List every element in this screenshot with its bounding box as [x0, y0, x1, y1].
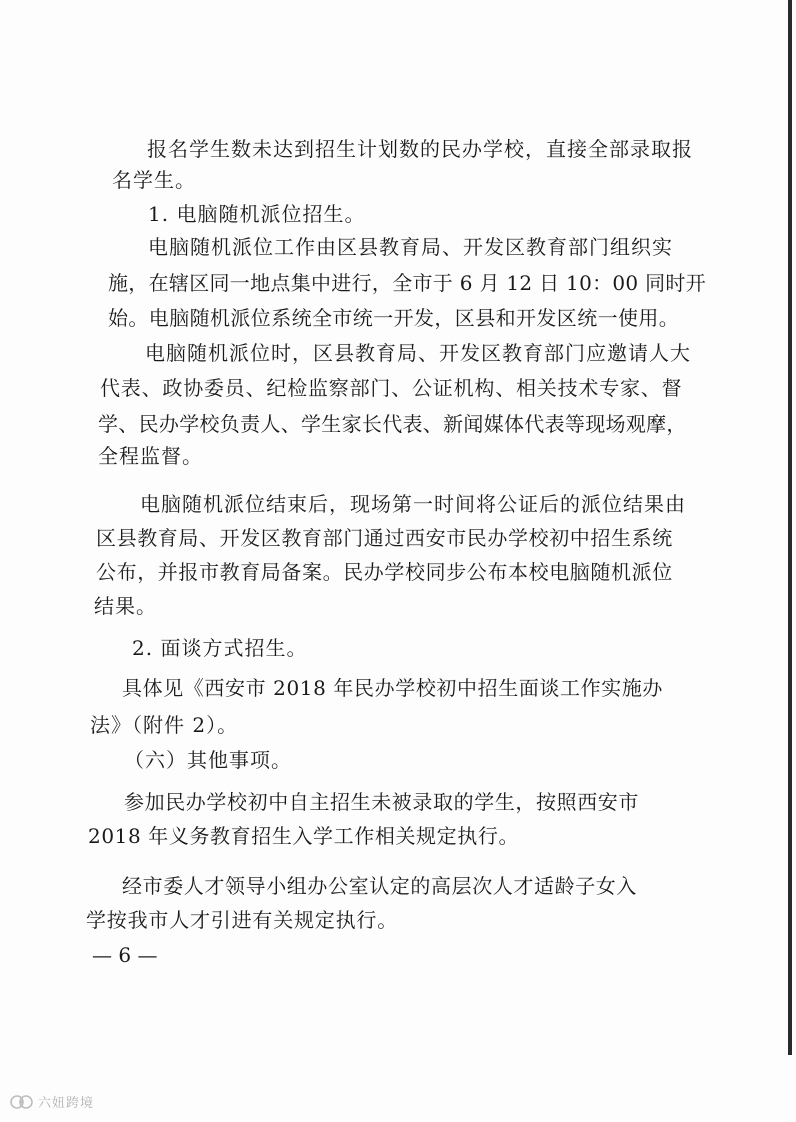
text-line: 名学生。: [112, 168, 196, 192]
page-edge-shadow: [788, 0, 792, 1055]
text-line: 结果。: [94, 594, 157, 618]
text-line: 区县教育局、开发区教育部门通过西安市民办学校初中招生系统: [96, 526, 673, 550]
text-line: 法》（附件 2）。: [90, 713, 239, 737]
page-number: — 6 —: [92, 943, 158, 967]
text-line: 报名学生数未达到招生计划数的民办学校，直接全部录取报: [147, 137, 693, 161]
text-line: 电脑随机派位时，区县教育局、开发区教育部门应邀请人大: [145, 341, 691, 365]
text-line: 始。电脑随机派位系统全市统一开发，区县和开发区统一使用。: [108, 306, 680, 330]
watermark-text: 六妞跨境: [38, 1096, 95, 1111]
text-line: 施，在辖区同一地点集中进行，全市于 6 月 12 日 10：00 同时开: [108, 271, 707, 295]
text-line: 具体见《西安市 2018 年民办学校初中招生面谈工作实施办: [122, 676, 664, 700]
text-line: 电脑随机派位工作由区县教育局、开发区教育部门组织实: [148, 235, 673, 259]
text-line: 代表、政协委员、纪检监察部门、公证机构、相关技术专家、督: [100, 376, 683, 400]
section-heading: 1. 电脑随机派位招生。: [148, 202, 366, 226]
section-heading: （六）其他事项。: [124, 748, 292, 772]
section-heading: 2. 面谈方式招生。: [132, 636, 308, 660]
text-line: 学按我市人才引进有关规定执行。: [86, 908, 398, 932]
text-line: 2018 年义务教育招生入学工作相关规定执行。: [88, 824, 520, 848]
text-line: 电脑随机派位结束后，现场第一时间将公证后的派位结果由: [140, 492, 686, 516]
watermark-logo-icon: [10, 1093, 34, 1111]
text-line: 全程监督。: [98, 444, 203, 468]
text-line: 参加民办学校初中自主招生未被录取的学生，按照西安市: [124, 790, 639, 814]
text-line: 经市委人才领导小组办公室认定的高层次人才适龄子女入: [122, 874, 637, 898]
watermark: [10, 1092, 94, 1111]
text-line: 学、民办学校负责人、学生家长代表、新闻媒体代表等现场观摩，: [98, 412, 687, 436]
text-line: 公布，并报市教育局备案。民办学校同步公布本校电脑随机派位: [96, 560, 673, 584]
